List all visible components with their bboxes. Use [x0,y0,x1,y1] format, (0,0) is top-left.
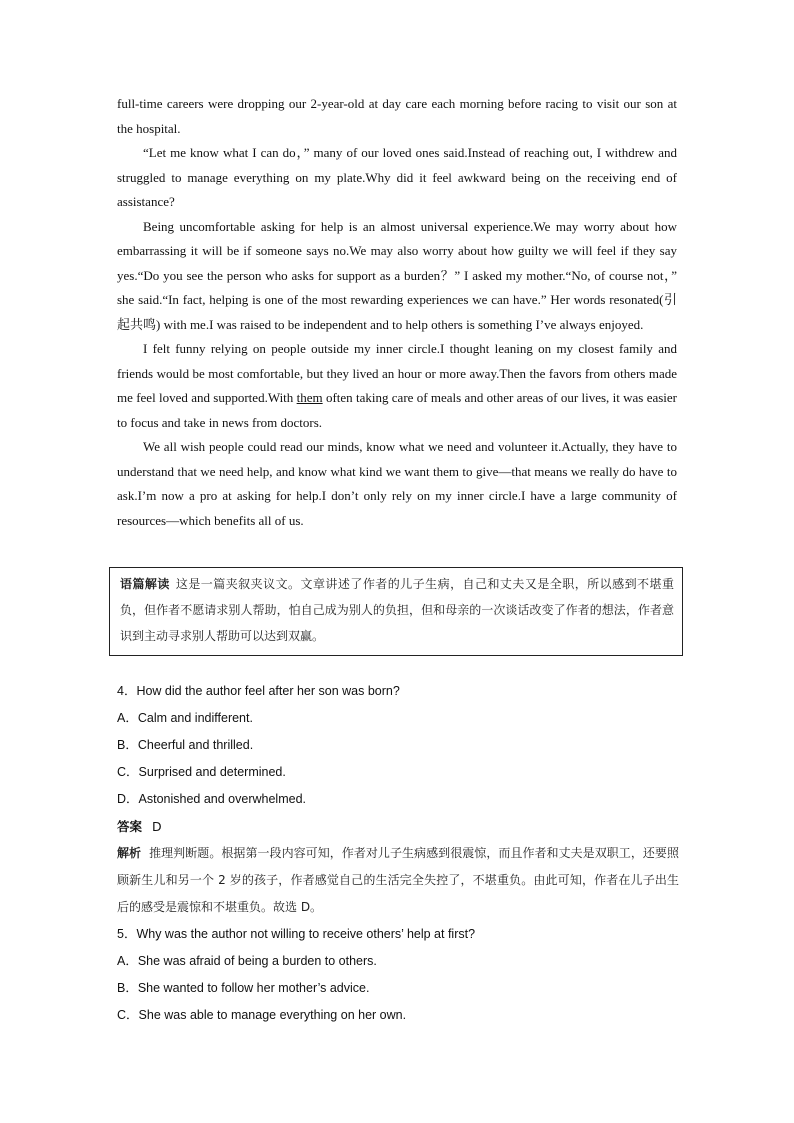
question-5-stem: 5．Why was the author not willing to receive others’ help at first? [117,927,476,941]
passage-paragraph-4 [117,337,677,435]
passage-paragraph-5: We all wish people could read our minds, know what we need and volunteer it.Actually, they have to understand that we need help, and know what kind we want them to give—that means we really do have to ask.I’m now a pro at asking for help.I don’t only rely on my inner circle.I have a large community of resources—which benefits all of us. [117,439,677,528]
underlined-word-them: them [296,390,323,405]
question-4-option-a: A．Calm and indifferent. [117,711,253,725]
question-4-analysis [117,840,679,921]
question-4-option-d: D．Astonished and overwhelmed. [117,792,306,806]
paragraph-4-text-before: I felt funny relying on people outside my inner circle.I thought leaning on my closest family and friends would be most comfortable, but they lived an hour or more away.Then the favors from others made me feel loved and supported.With [117,341,677,405]
analysis-label: 解析 [117,846,142,860]
question-4-option-c: C．Surprised and determined. [117,765,286,779]
answer-label: 答案 [117,819,143,834]
question-5-option-c: C．She was able to manage everything on her own. [117,1008,407,1022]
answer-value: D [152,819,162,834]
question-4-answer [117,813,679,840]
passage-paragraph-1: full-time careers were dropping our 2-year-old at day care each morning before racing to visit our son at the hospital. [117,96,677,136]
question-4-option-b: B．Cheerful and thrilled. [117,738,254,752]
question-4-stem: 4．How did the author feel after her son was born? [117,684,400,698]
questions-section [117,678,679,1029]
paragraph-4-text-after: often taking care of meals and other areas of our lives, it was easier to focus and take in news from doctors. [117,390,678,430]
reading-passage [117,92,677,533]
analysis-text: 推理判断题。根据第一段内容可知，作者对儿子生病感到很震惊，而且作者和丈夫是双职工，还要照顾新生儿和另一个 2 岁的孩子，作者感觉自己的生活完全失控了，不堪重负。由此可知，作者在儿子出生后的感受是震惊和不堪重负。故选 D。 [117,846,679,914]
discourse-analysis-text [120,571,674,649]
question-5-option-a: A．She was afraid of being a burden to others. [117,954,377,968]
question-5-option-b: B．She wanted to follow her mother’s advice. [117,981,370,995]
discourse-analysis-label: 语篇解读 [120,577,170,591]
passage-paragraph-3: Being uncomfortable asking for help is an almost universal experience.We may worry about how embarrassing it will be if someone says no.We may also worry about how guilty we will feel if they say yes.“Do you see the person who asks for support as a burden？” I asked my mother.“No, of course not，” she said.“In fact, helping is one of the most rewarding experiences we can have.” Her words resonated(引起共鸣) with me.I was raised to be independent and to help others is something I’ve always enjoyed. [117,218,677,332]
passage-paragraph-2: “Let me know what I can do，” many of our loved ones said.Instead of reaching out, I withdrew and struggled to manage everything on my plate.Why did it feel awkward being on the receiving end of assistance? [117,145,677,209]
discourse-analysis-box [109,567,683,656]
discourse-analysis-content: 这是一篇夹叙夹议文。文章讲述了作者的儿子生病，自己和丈夫又是全职，所以感到不堪重负，但作者不愿请求别人帮助，怕自己成为别人的负担，但和母亲的一次谈话改变了作者的想法，作者意识到主动寻求别人帮助可以达到双赢。 [120,577,674,643]
